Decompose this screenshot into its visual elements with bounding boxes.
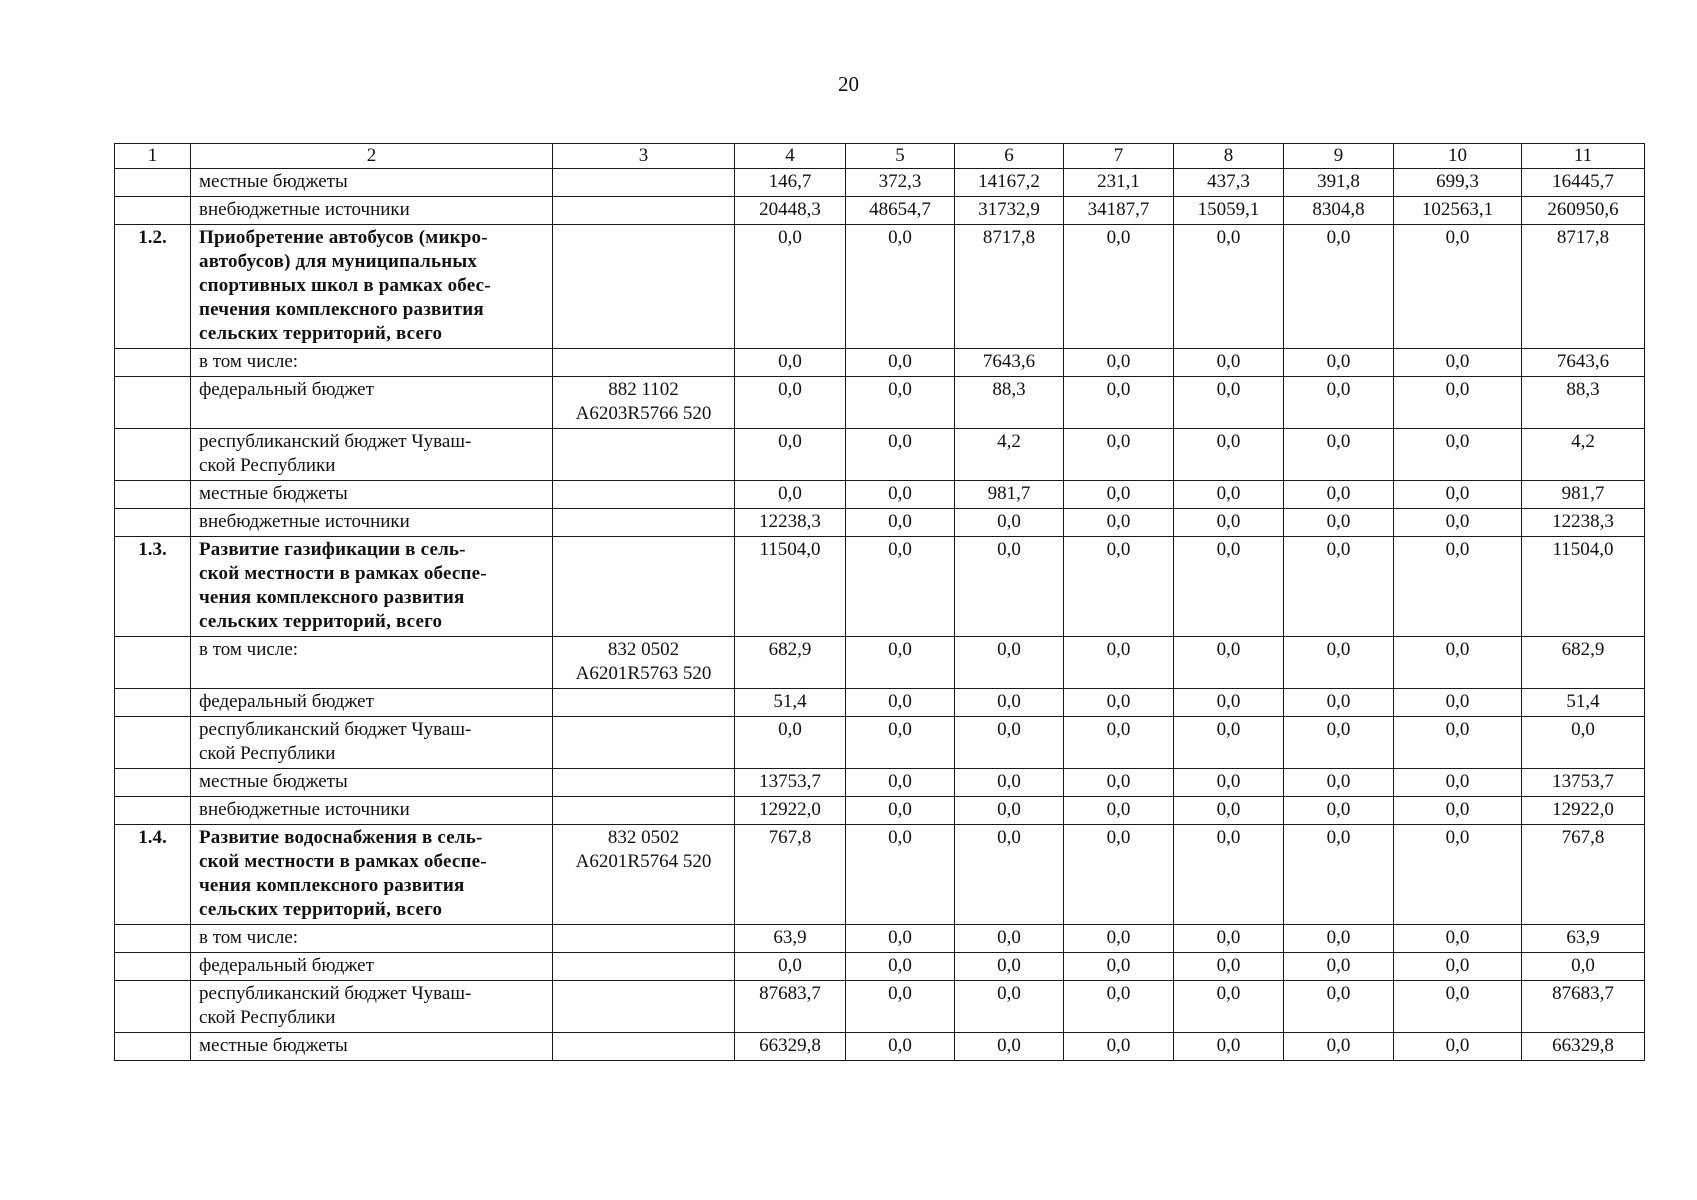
row-description [191, 197, 553, 225]
value-cell: 0,0 [1284, 637, 1394, 689]
row-description [191, 717, 553, 769]
budget-code [553, 481, 735, 509]
value-cell: 0,0 [735, 717, 846, 769]
budget-code-line: 882 1102 [608, 379, 679, 400]
row-description [191, 797, 553, 825]
budget-code-line: A6201R5763 520 [575, 663, 712, 684]
value-cell: 0,0 [1394, 225, 1522, 349]
value-cell: 767,8 [1522, 825, 1645, 925]
value-cell: 0,0 [846, 981, 955, 1033]
value-cell: 0,0 [1284, 1033, 1394, 1061]
row-index [115, 169, 191, 197]
table-row [115, 225, 1645, 349]
budget-code [553, 689, 735, 717]
value-cell: 0,0 [1064, 981, 1174, 1033]
value-cell: 0,0 [1284, 717, 1394, 769]
value-cell: 11504,0 [735, 537, 846, 637]
value-cell: 0,0 [1064, 349, 1174, 377]
value-cell: 0,0 [1064, 689, 1174, 717]
budget-code [553, 637, 735, 689]
value-cell: 146,7 [735, 169, 846, 197]
table-row [115, 825, 1645, 925]
value-cell: 682,9 [1522, 637, 1645, 689]
value-cell: 0,0 [846, 797, 955, 825]
value-cell: 0,0 [1284, 349, 1394, 377]
value-cell: 0,0 [1174, 797, 1284, 825]
value-cell: 0,0 [955, 637, 1064, 689]
row-description [191, 769, 553, 797]
value-cell: 48654,7 [846, 197, 955, 225]
description-line: автобусов) для муниципальных [199, 251, 478, 272]
value-cell: 0,0 [1394, 509, 1522, 537]
budget-code-line: A6203R5766 520 [575, 403, 712, 424]
value-cell: 0,0 [846, 349, 955, 377]
row-description [191, 509, 553, 537]
table-row [115, 197, 1645, 225]
value-cell: 0,0 [1284, 981, 1394, 1033]
table-row [115, 349, 1645, 377]
value-cell: 0,0 [1064, 717, 1174, 769]
value-cell: 0,0 [846, 953, 955, 981]
value-cell: 437,3 [1174, 169, 1284, 197]
column-header: 3 [553, 144, 735, 169]
value-cell: 0,0 [1284, 797, 1394, 825]
description-line: в том числе: [199, 639, 299, 660]
row-description [191, 349, 553, 377]
value-cell: 0,0 [1284, 689, 1394, 717]
value-cell: 13753,7 [1522, 769, 1645, 797]
value-cell: 0,0 [1522, 717, 1645, 769]
budget-code [553, 225, 735, 349]
table-row [115, 429, 1645, 481]
budget-code [553, 825, 735, 925]
value-cell: 66329,8 [735, 1033, 846, 1061]
value-cell: 0,0 [846, 925, 955, 953]
description-line: ской Республики [199, 743, 336, 764]
value-cell: 0,0 [1064, 925, 1174, 953]
description-line: внебюджетные источники [199, 199, 410, 220]
value-cell: 0,0 [1394, 953, 1522, 981]
table-row [115, 377, 1645, 429]
row-description [191, 1033, 553, 1061]
value-cell: 0,0 [846, 225, 955, 349]
description-line: федеральный бюджет [199, 691, 374, 712]
value-cell: 0,0 [955, 1033, 1064, 1061]
description-line: федеральный бюджет [199, 955, 374, 976]
value-cell: 0,0 [1394, 825, 1522, 925]
value-cell: 12922,0 [735, 797, 846, 825]
budget-table [114, 143, 1645, 1061]
description-line: республиканский бюджет Чуваш- [199, 431, 472, 452]
table-row [115, 1033, 1645, 1061]
value-cell: 4,2 [955, 429, 1064, 481]
row-index [115, 197, 191, 225]
row-index [115, 981, 191, 1033]
table-row [115, 689, 1645, 717]
value-cell: 13753,7 [735, 769, 846, 797]
value-cell: 0,0 [1174, 769, 1284, 797]
value-cell: 0,0 [1394, 717, 1522, 769]
row-index [115, 429, 191, 481]
description-line: республиканский бюджет Чуваш- [199, 719, 472, 740]
value-cell: 16445,7 [1522, 169, 1645, 197]
value-cell: 0,0 [1174, 637, 1284, 689]
table-row [115, 717, 1645, 769]
value-cell: 0,0 [1174, 825, 1284, 925]
value-cell: 11504,0 [1522, 537, 1645, 637]
value-cell: 0,0 [1284, 225, 1394, 349]
value-cell: 0,0 [846, 825, 955, 925]
value-cell: 0,0 [1394, 1033, 1522, 1061]
description-line: в том числе: [199, 351, 299, 372]
row-index [115, 509, 191, 537]
row-description [191, 981, 553, 1033]
column-header: 10 [1394, 144, 1522, 169]
budget-code [553, 769, 735, 797]
description-line: сельских территорий, всего [199, 899, 443, 920]
description-line: местные бюджеты [199, 171, 348, 192]
value-cell: 0,0 [955, 797, 1064, 825]
value-cell: 767,8 [735, 825, 846, 925]
value-cell: 0,0 [1284, 825, 1394, 925]
value-cell: 8304,8 [1284, 197, 1394, 225]
column-header: 4 [735, 144, 846, 169]
value-cell: 981,7 [1522, 481, 1645, 509]
value-cell: 88,3 [955, 377, 1064, 429]
value-cell: 87683,7 [735, 981, 846, 1033]
value-cell: 0,0 [1174, 537, 1284, 637]
column-header: 9 [1284, 144, 1394, 169]
row-index [115, 377, 191, 429]
column-header: 2 [191, 144, 553, 169]
value-cell: 0,0 [1394, 925, 1522, 953]
description-line: чения комплексного развития [199, 587, 465, 608]
description-line: внебюджетные источники [199, 511, 410, 532]
value-cell: 0,0 [1174, 717, 1284, 769]
value-cell: 0,0 [1284, 429, 1394, 481]
value-cell: 0,0 [1394, 349, 1522, 377]
value-cell: 0,0 [1064, 225, 1174, 349]
row-description [191, 481, 553, 509]
value-cell: 0,0 [1394, 769, 1522, 797]
value-cell: 0,0 [735, 953, 846, 981]
column-header: 7 [1064, 144, 1174, 169]
budget-code [553, 377, 735, 429]
row-description [191, 429, 553, 481]
value-cell: 0,0 [1174, 981, 1284, 1033]
value-cell: 0,0 [735, 377, 846, 429]
description-line: республиканский бюджет Чуваш- [199, 983, 472, 1004]
value-cell: 0,0 [1174, 925, 1284, 953]
value-cell: 0,0 [1284, 377, 1394, 429]
value-cell: 8717,8 [955, 225, 1064, 349]
value-cell: 0,0 [1064, 377, 1174, 429]
budget-code-line: A6201R5764 520 [575, 851, 712, 872]
table-row [115, 981, 1645, 1033]
table-row [115, 537, 1645, 637]
budget-code [553, 1033, 735, 1061]
value-cell: 0,0 [1394, 429, 1522, 481]
column-header: 1 [115, 144, 191, 169]
value-cell: 0,0 [1394, 537, 1522, 637]
value-cell: 0,0 [846, 509, 955, 537]
value-cell: 0,0 [1064, 481, 1174, 509]
value-cell: 31732,9 [955, 197, 1064, 225]
table-row [115, 509, 1645, 537]
value-cell: 0,0 [846, 377, 955, 429]
row-index: 1.2. [115, 225, 191, 349]
value-cell: 12238,3 [1522, 509, 1645, 537]
value-cell: 7643,6 [1522, 349, 1645, 377]
row-index [115, 769, 191, 797]
value-cell: 0,0 [955, 953, 1064, 981]
value-cell: 20448,3 [735, 197, 846, 225]
row-description [191, 377, 553, 429]
value-cell: 0,0 [955, 717, 1064, 769]
value-cell: 0,0 [1394, 637, 1522, 689]
value-cell: 0,0 [846, 481, 955, 509]
value-cell: 0,0 [846, 429, 955, 481]
description-line: печения комплексного развития [199, 299, 484, 320]
value-cell: 0,0 [1174, 509, 1284, 537]
row-description [191, 169, 553, 197]
budget-code [553, 717, 735, 769]
value-cell: 0,0 [1064, 953, 1174, 981]
value-cell: 8717,8 [1522, 225, 1645, 349]
value-cell: 231,1 [1064, 169, 1174, 197]
value-cell: 7643,6 [955, 349, 1064, 377]
value-cell: 0,0 [735, 225, 846, 349]
description-line: Развитие водоснабжения в сель- [199, 827, 483, 848]
value-cell: 0,0 [1064, 797, 1174, 825]
value-cell: 51,4 [1522, 689, 1645, 717]
description-line: внебюджетные источники [199, 799, 410, 820]
value-cell: 0,0 [1174, 1033, 1284, 1061]
table-row [115, 797, 1645, 825]
value-cell: 0,0 [955, 925, 1064, 953]
table-row [115, 169, 1645, 197]
description-line: спортивных школ в рамках обес- [199, 275, 491, 296]
budget-code-line: 832 0502 [607, 827, 680, 848]
column-header: 6 [955, 144, 1064, 169]
description-line: ской Республики [199, 1007, 336, 1028]
column-number-row [115, 144, 1645, 169]
row-index [115, 689, 191, 717]
table-row [115, 953, 1645, 981]
value-cell: 0,0 [1522, 953, 1645, 981]
value-cell: 391,8 [1284, 169, 1394, 197]
value-cell: 699,3 [1394, 169, 1522, 197]
value-cell: 4,2 [1522, 429, 1645, 481]
row-index [115, 481, 191, 509]
value-cell: 0,0 [955, 769, 1064, 797]
description-line: в том числе: [199, 927, 299, 948]
value-cell: 0,0 [735, 349, 846, 377]
value-cell: 88,3 [1522, 377, 1645, 429]
description-line: местные бюджеты [199, 483, 348, 504]
value-cell: 0,0 [1284, 509, 1394, 537]
value-cell: 66329,8 [1522, 1033, 1645, 1061]
value-cell: 34187,7 [1064, 197, 1174, 225]
value-cell: 0,0 [1064, 825, 1174, 925]
value-cell: 0,0 [1284, 481, 1394, 509]
column-header: 11 [1522, 144, 1645, 169]
table-row [115, 637, 1645, 689]
value-cell: 0,0 [846, 1033, 955, 1061]
value-cell: 0,0 [1174, 377, 1284, 429]
budget-code-line: 832 0502 [607, 639, 680, 660]
row-description [191, 225, 553, 349]
value-cell: 0,0 [1394, 797, 1522, 825]
row-index: 1.3. [115, 537, 191, 637]
budget-code [553, 197, 735, 225]
value-cell: 0,0 [846, 769, 955, 797]
column-header: 5 [846, 144, 955, 169]
description-line: ской местности в рамках обеспе- [199, 851, 487, 872]
value-cell: 0,0 [955, 509, 1064, 537]
row-index [115, 637, 191, 689]
value-cell: 0,0 [1394, 481, 1522, 509]
value-cell: 63,9 [1522, 925, 1645, 953]
budget-code [553, 169, 735, 197]
row-index [115, 925, 191, 953]
description-line: федеральный бюджет [199, 379, 374, 400]
value-cell: 0,0 [1394, 981, 1522, 1033]
description-line: местные бюджеты [199, 1035, 348, 1056]
description-line: местные бюджеты [199, 771, 348, 792]
row-index [115, 797, 191, 825]
value-cell: 0,0 [846, 689, 955, 717]
value-cell: 63,9 [735, 925, 846, 953]
value-cell: 12922,0 [1522, 797, 1645, 825]
value-cell: 0,0 [1284, 769, 1394, 797]
value-cell: 0,0 [955, 825, 1064, 925]
value-cell: 0,0 [1284, 925, 1394, 953]
value-cell: 0,0 [735, 429, 846, 481]
value-cell: 372,3 [846, 169, 955, 197]
description-line: Приобретение автобусов (микро- [199, 227, 488, 248]
value-cell: 0,0 [955, 981, 1064, 1033]
description-line: чения комплексного развития [199, 875, 465, 896]
row-description [191, 689, 553, 717]
value-cell: 87683,7 [1522, 981, 1645, 1033]
value-cell: 981,7 [955, 481, 1064, 509]
description-line: сельских территорий, всего [199, 323, 443, 344]
description-line: ской местности в рамках обеспе- [199, 563, 487, 584]
description-line: сельских территорий, всего [199, 611, 443, 632]
value-cell: 12238,3 [735, 509, 846, 537]
value-cell: 0,0 [1064, 769, 1174, 797]
value-cell: 0,0 [1064, 509, 1174, 537]
row-description [191, 637, 553, 689]
budget-code [553, 797, 735, 825]
row-description [191, 825, 553, 925]
value-cell: 102563,1 [1394, 197, 1522, 225]
value-cell: 0,0 [955, 537, 1064, 637]
row-index [115, 717, 191, 769]
row-index: 1.4. [115, 825, 191, 925]
value-cell: 0,0 [1394, 377, 1522, 429]
value-cell: 0,0 [1174, 689, 1284, 717]
row-index [115, 349, 191, 377]
table-row [115, 769, 1645, 797]
row-description [191, 537, 553, 637]
row-description [191, 925, 553, 953]
budget-code [553, 509, 735, 537]
value-cell: 0,0 [1064, 537, 1174, 637]
value-cell: 0,0 [1064, 637, 1174, 689]
value-cell: 0,0 [1174, 481, 1284, 509]
budget-code [553, 349, 735, 377]
page-number: 20 [838, 72, 859, 96]
value-cell: 0,0 [1174, 953, 1284, 981]
table-row [115, 481, 1645, 509]
value-cell: 682,9 [735, 637, 846, 689]
value-cell: 0,0 [1174, 429, 1284, 481]
row-index [115, 953, 191, 981]
value-cell: 0,0 [1284, 953, 1394, 981]
description-line: ской Республики [199, 455, 336, 476]
table-row [115, 925, 1645, 953]
value-cell: 51,4 [735, 689, 846, 717]
value-cell: 0,0 [1284, 537, 1394, 637]
value-cell: 0,0 [1174, 349, 1284, 377]
budget-code [553, 981, 735, 1033]
value-cell: 0,0 [1174, 225, 1284, 349]
description-line: Развитие газификации в сель- [199, 539, 466, 560]
value-cell: 0,0 [1394, 689, 1522, 717]
budget-code [553, 953, 735, 981]
budget-code [553, 537, 735, 637]
value-cell: 15059,1 [1174, 197, 1284, 225]
budget-code [553, 925, 735, 953]
value-cell: 0,0 [846, 717, 955, 769]
column-header: 8 [1174, 144, 1284, 169]
value-cell: 260950,6 [1522, 197, 1645, 225]
row-description [191, 953, 553, 981]
value-cell: 0,0 [846, 637, 955, 689]
value-cell: 14167,2 [955, 169, 1064, 197]
value-cell: 0,0 [735, 481, 846, 509]
value-cell: 0,0 [955, 689, 1064, 717]
row-index [115, 1033, 191, 1061]
budget-code [553, 429, 735, 481]
value-cell: 0,0 [1064, 429, 1174, 481]
value-cell: 0,0 [846, 537, 955, 637]
value-cell: 0,0 [1064, 1033, 1174, 1061]
